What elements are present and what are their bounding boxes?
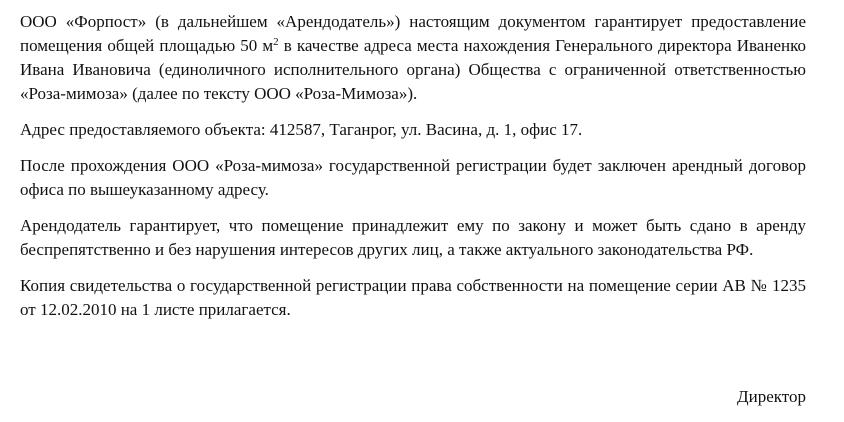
paragraph-landlord-guarantee: Арендодатель гарантирует, что помещение принадлежит ему по закону и может быть сдано в аренду беспрепятственно и без нарушения интересов других лиц, а также актуального законодательства РФ. bbox=[20, 216, 806, 259]
superscript-square: 2 bbox=[273, 36, 279, 48]
document-body bbox=[20, 10, 806, 322]
paragraph-certificate-copy: Копия свидетельства о государственной регистрации права собственности на помещение серии АВ № 1235 от 12.02.2010 на 1 листе прилагается. bbox=[20, 276, 806, 319]
paragraph-address: Адрес предоставляемого объекта: 412587, Таганрог, ул. Васина, д. 1, офис 17. bbox=[20, 120, 583, 139]
paragraph-registration: После прохождения ООО «Роза-мимоза» государственной регистрации будет заключен арендный договор офиса по вышеуказанному адресу. bbox=[20, 156, 806, 199]
paragraph-guarantee-text-b: в качестве адреса места нахождения Генерального директора Иваненко Ивана Ивановича (единоличного исполнительного органа) Общества с ограниченной ответственностью «Роза-мимоза» (далее по тексту ООО «Роза-Мимоза»). bbox=[20, 36, 806, 103]
signature-title: Директор bbox=[737, 387, 806, 406]
paragraph-guarantee-text-a: ООО «Форпост» (в дальнейшем «Арендодатель») настоящим документом гарантирует предоставление помещения общей площадью 50 м bbox=[20, 12, 806, 55]
paragraph-guarantee bbox=[20, 10, 806, 106]
